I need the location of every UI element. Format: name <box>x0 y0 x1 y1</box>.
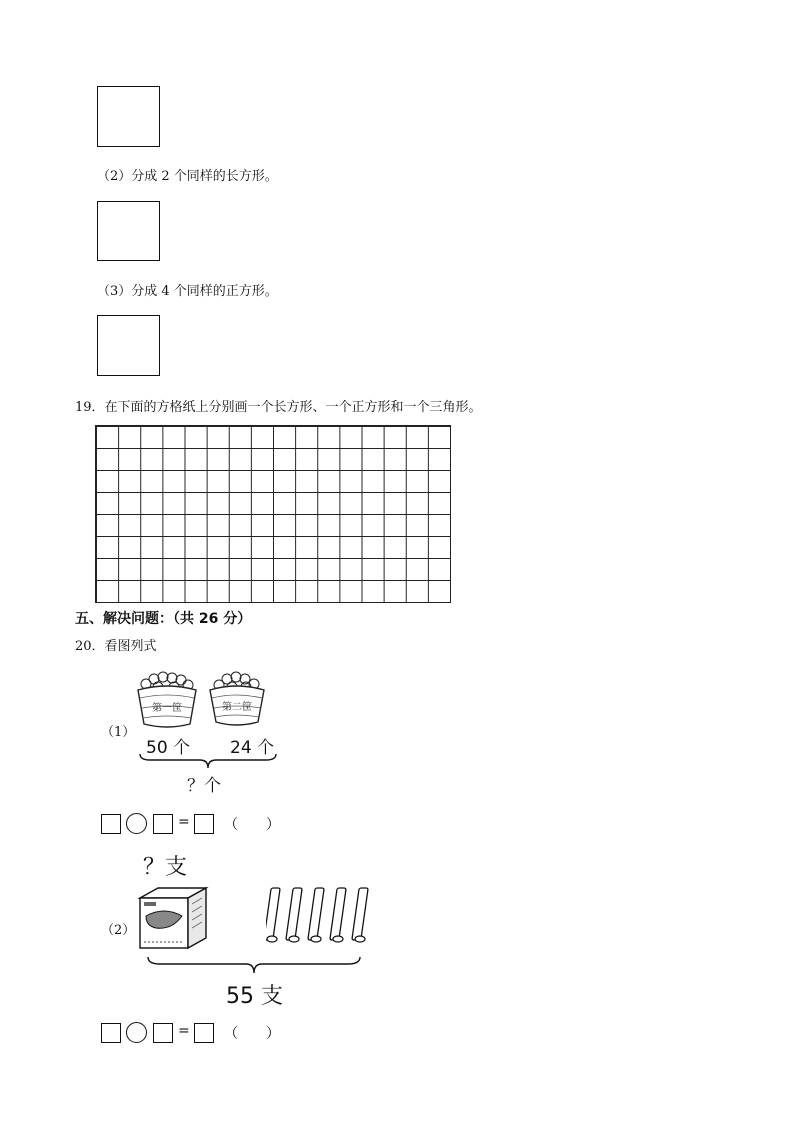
blank-square-1 <box>97 86 160 147</box>
pencil-box-illustration <box>136 884 210 952</box>
grid-paper[interactable] <box>95 425 451 603</box>
equation2-box-a[interactable] <box>101 1023 121 1043</box>
pencils-illustration <box>266 882 376 944</box>
basket-1 <box>138 672 196 727</box>
q20-title: 20．看图列式 <box>75 639 157 654</box>
equation2-operator-circle[interactable] <box>126 1022 147 1043</box>
blank-square-3 <box>97 315 160 376</box>
equation1-box-a[interactable] <box>101 814 121 834</box>
pencil-4 <box>330 888 346 942</box>
question-count-1: ？个 <box>187 776 221 796</box>
pencil-5 <box>352 888 368 942</box>
pencil-2 <box>286 888 302 942</box>
basket1-label: 第一筐 <box>152 703 182 714</box>
q18-part3-text: （3）分成 4 个同样的正方形。 <box>97 284 278 299</box>
pencil-3 <box>308 888 324 942</box>
count-basket2: 24 个 <box>230 738 275 758</box>
equation2-answer[interactable]: （ ） <box>224 1026 280 1042</box>
brace-2 <box>146 955 362 977</box>
brace-1 <box>138 752 278 772</box>
count-basket1: 50 个 <box>146 738 191 758</box>
baskets-illustration <box>130 668 280 738</box>
equation2-box-b[interactable] <box>153 1023 173 1043</box>
equation2-equals: = <box>178 1023 190 1039</box>
q20-part1-label: （1） <box>101 725 136 740</box>
equation2-box-result[interactable] <box>194 1023 214 1043</box>
equation1-answer[interactable]: （ ） <box>224 817 280 833</box>
equation1-box-b[interactable] <box>153 814 173 834</box>
question-count-2: ？支 <box>143 855 188 880</box>
basket2-label: 第二筐 <box>222 702 252 713</box>
pencil-1 <box>266 888 280 942</box>
section5-title: 五、解决问题：（共 26 分） <box>75 611 252 627</box>
basket-2 <box>210 672 264 725</box>
equation1-box-result[interactable] <box>194 814 214 834</box>
equation1-equals: = <box>178 814 190 830</box>
equation1-operator-circle[interactable] <box>126 813 147 834</box>
blank-square-2 <box>97 201 160 261</box>
q18-part2-text: （2）分成 2 个同样的长方形。 <box>97 169 278 184</box>
q20-part2-label: （2） <box>101 923 136 938</box>
q19-text: 19．在下面的方格纸上分别画一个长方形、一个正方形和一个三角形。 <box>75 400 482 415</box>
total-count: 55 支 <box>226 984 283 1009</box>
